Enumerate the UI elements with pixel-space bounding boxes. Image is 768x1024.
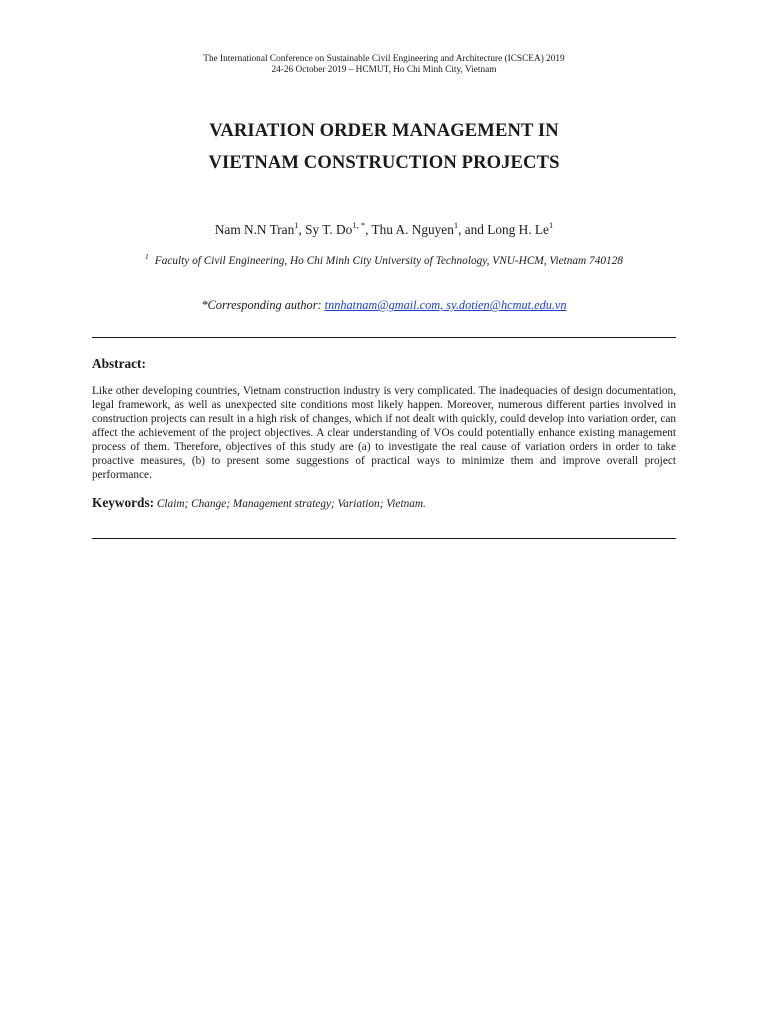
title-line-2: VIETNAM CONSTRUCTION PROJECTS (208, 152, 560, 173)
top-divider (92, 337, 676, 338)
bottom-divider (92, 538, 676, 539)
title-line-1: VARIATION ORDER MANAGEMENT IN (209, 120, 559, 141)
keywords-label: Keywords: (92, 495, 155, 510)
author-name: Long H. Le (487, 222, 549, 237)
author-list (0, 221, 768, 239)
corresponding-author (0, 297, 768, 313)
conference-date-location: 24-26 October 2019 – HCMUT, Ho Chi Minh City, Vietnam (271, 65, 497, 75)
author-separator: , (298, 222, 306, 237)
conference-header (0, 54, 768, 76)
author-name: Sy T. Do (305, 222, 353, 237)
keywords-list: Claim; Change; Management strategy; Variation; Vietnam. (156, 498, 426, 510)
author-separator: , and (458, 222, 488, 237)
affiliation-mark: 1 (145, 252, 149, 262)
author-affiliation-mark: 1 (453, 219, 459, 230)
author-affiliation-mark: 1 (294, 219, 299, 230)
corresponding-email-link[interactable]: tnnhatnam@gmail.com, sy.dotien@hcmut.edu.vn (324, 298, 567, 312)
author-name: Thu A. Nguyen (371, 222, 454, 237)
abstract-heading: Abstract: (92, 356, 146, 371)
author-affiliation-mark: 1, * (352, 219, 366, 230)
conference-name: The International Conference on Sustainable Civil Engineering and Architecture (ICSCEA) 2019 (203, 54, 565, 64)
abstract-text: Like other developing countries, Vietnam construction industry is very complicated. The inadequacies of design documentation, legal framework, as well as unexpected site conditions most likely happen. Moreover, numerous different parties involved in construction projects can result in a high risk of changes, which if not dealt with quickly, could develop into variation order, can affect the achievement of the project objectives. A clear understanding of VOs could potentially enhance existing management process of them. Therefore, objectives of this study are (a) to investigate the real cause of variation orders in order to take proactive measures, (b) to present some suggestions of practical ways to minimize them and improve overall project performance. (92, 385, 676, 481)
author-separator: , (365, 222, 372, 237)
keywords (92, 495, 676, 512)
affiliation (0, 254, 768, 269)
author-affiliation-mark: 1 (548, 219, 554, 230)
corresponding-label: *Corresponding author: (201, 298, 325, 312)
paper-title (0, 115, 768, 179)
affiliation-text: Faculty of Civil Engineering, Ho Chi Minh City University of Technology, VNU-HCM, Vietnam 740128 (154, 255, 623, 267)
author-name: Nam N.N Tran (214, 222, 295, 237)
